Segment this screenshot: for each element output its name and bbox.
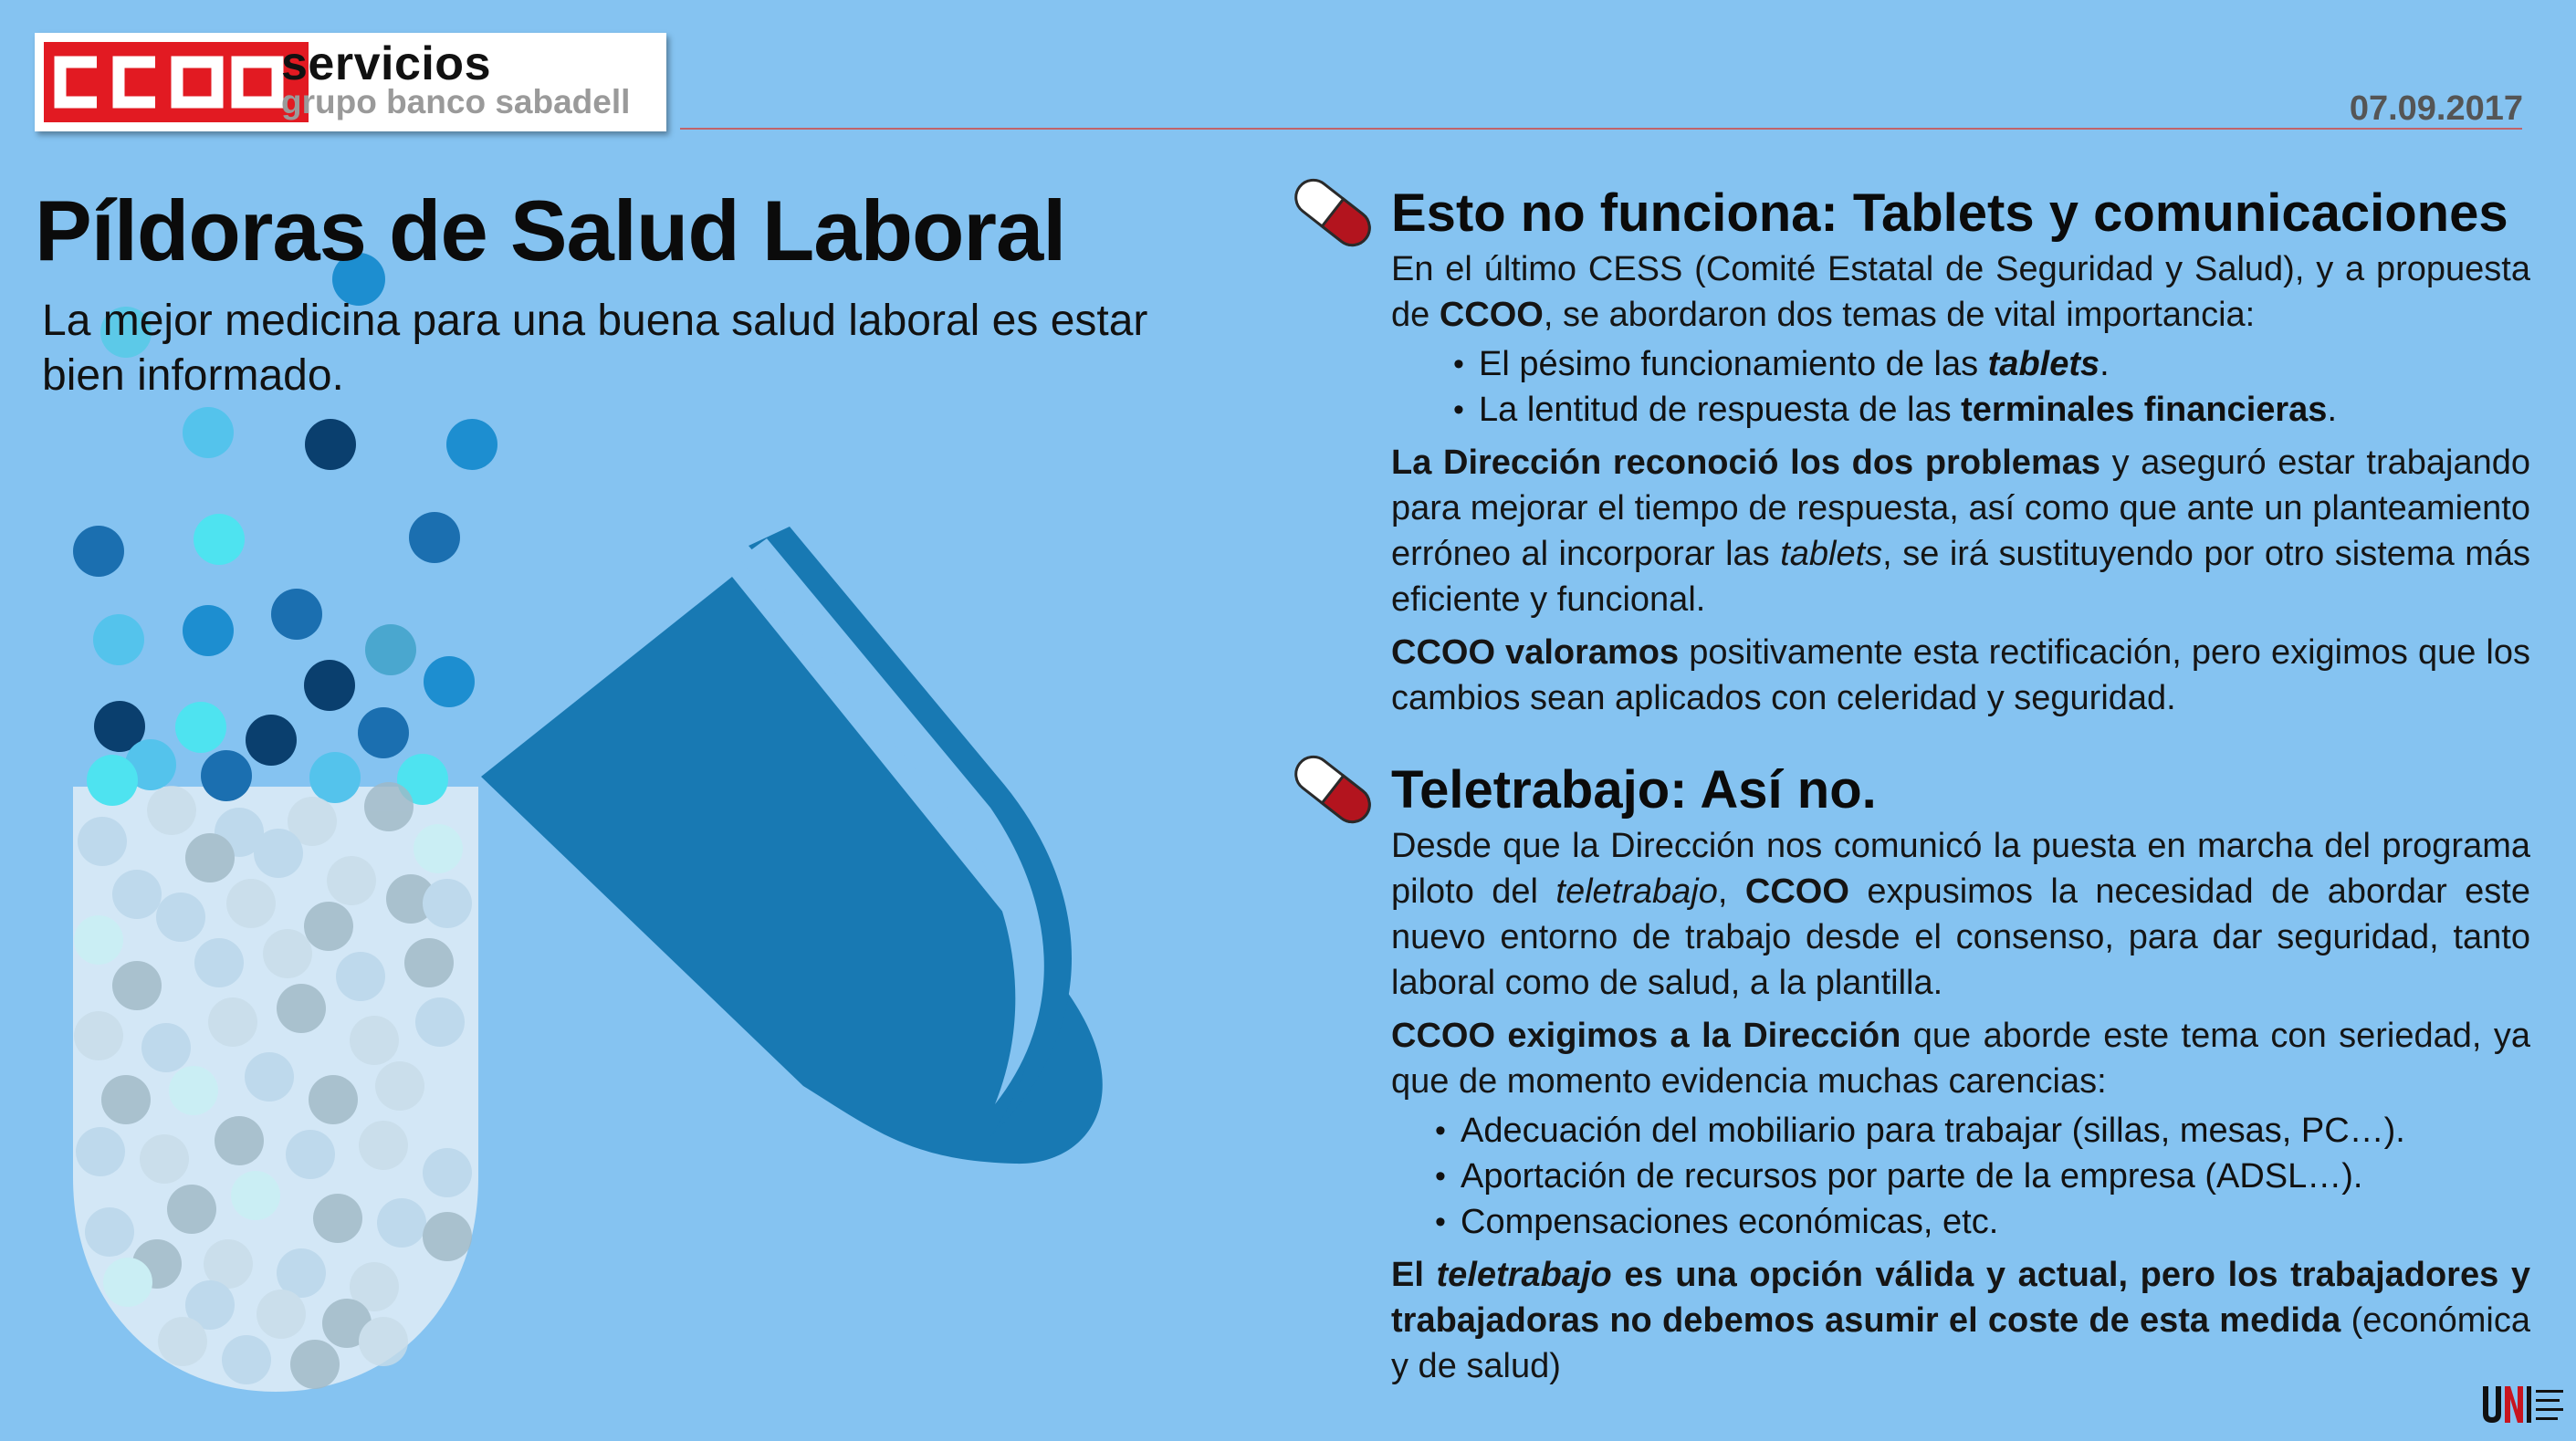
paragraph: CCOO exigimos a la Dirección que aborde este tema con seriedad, ya que de momento evidencia muchas carencias: <box>1391 1017 2530 1101</box>
section-tablets <box>1391 183 2530 721</box>
date: 07.09.2017 <box>2349 89 2523 128</box>
section-heading: Esto no funciona: Tablets y comunicaciones <box>1391 183 2508 243</box>
list-item: • La lentitud de respuesta de las terminales financieras. <box>1453 391 2338 429</box>
paragraph: CCOO valoramos positivamente esta rectificación, pero exigimos que los cambios sean aplicados con celeridad y seguridad. <box>1391 633 2530 717</box>
capsule-icon <box>1287 748 1378 830</box>
paragraph: En el último CESS (Comité Estatal de Seguridad y Salud), y a propuesta de CCOO, se abordaron dos temas de vital importancia: <box>1391 250 2530 334</box>
paragraph: El teletrabajo es una opción válida y actual, pero los trabajadores y trabajadoras no debemos asumir el coste de esta medida (económica y de salud) <box>1391 1256 2530 1385</box>
page-title: Píldoras de Salud Laboral <box>35 183 1066 278</box>
section-heading: Teletrabajo: Así no. <box>1391 760 1877 820</box>
logo-servicios: servicios <box>281 37 491 90</box>
paragraph: La Dirección reconoció los dos problemas y aseguró estar trabajando para mejorar el tiempo de respuesta, así como que ante un planteamiento erróneo al incorporar las tablets, se irá sustituyendo por otro sistema más eficiente y funcional. <box>1391 444 2531 619</box>
bullet-list <box>1391 1108 2530 1245</box>
capsule-half-blue <box>481 527 1103 1164</box>
list-item: • Adecuación del mobiliario para trabajar (sillas, mesas, PC…). <box>1435 1112 2405 1150</box>
list-item: • Compensaciones económicas, etc. <box>1435 1203 1999 1241</box>
section-teletrabajo <box>1391 759 2530 1389</box>
page-subtitle: La mejor medicina para una buena salud laboral es estar bien informado. <box>42 297 1148 400</box>
list-item: • Aportación de recursos por parte de la empresa (ADSL…). <box>1435 1157 2363 1196</box>
bullet-list <box>1391 341 2530 433</box>
capsule-icon <box>1287 172 1378 254</box>
list-item: • El pésimo funcionamiento de las tablets. <box>1453 345 2110 383</box>
paragraph: Desde que la Dirección nos comunicó la puesta en marcha del programa piloto del teletrabajo, CCOO expusimos la necesidad de abordar este nuevo entorno de trabajo desde el consenso, para dar seguridad, tanto laboral como de salud, a la plantilla. <box>1391 827 2530 1002</box>
logo-subtitle: grupo banco sabadell <box>281 83 631 120</box>
uni-global-union-logo <box>2479 1379 2565 1428</box>
